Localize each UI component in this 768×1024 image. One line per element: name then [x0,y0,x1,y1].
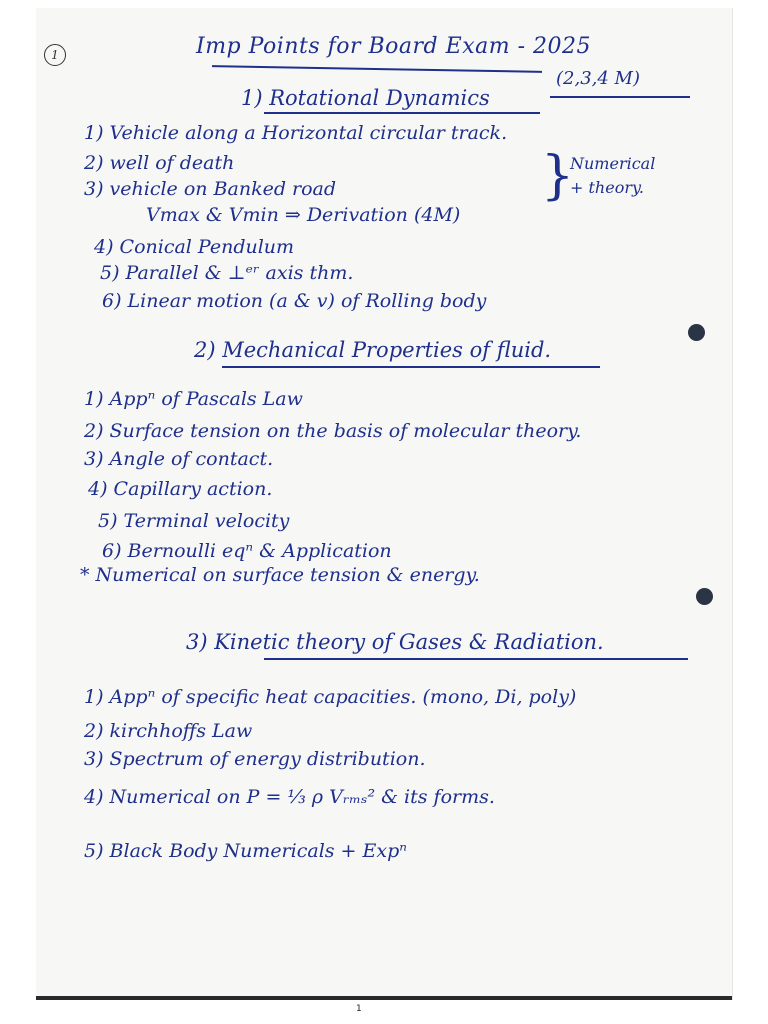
list-item: 4) Capillary action. [88,478,273,500]
list-item: 2) kirchhoffs Law [84,720,253,742]
list-item: 3) Angle of contact. [84,448,274,470]
list-item: 4) Conical Pendulum [94,236,295,258]
page-bottom-edge [36,996,732,1000]
page-title: Imp Points for Board Exam - 2025 [196,34,591,59]
binder-hole-dot [696,588,713,605]
notebook-page [36,8,733,1000]
list-item: 2) Surface tension on the basis of molecular theory. [84,420,582,442]
list-item: 3) Spectrum of energy distribution. [84,748,426,770]
list-item: 2) well of death [84,152,235,174]
list-item: 6) Bernoulli eqⁿ & Application [102,540,392,562]
section3-underline [264,658,688,660]
side-note: + theory. [570,178,644,197]
list-item: 1) Appⁿ of specific heat capacities. (mono, Di, poly) [84,686,577,708]
list-item: 1) Vehicle along a Horizontal circular track. [84,122,508,144]
list-item: Vmax & Vmin ⇒ Derivation (4M) [146,204,461,226]
list-item: 1) Appⁿ of Pascals Law [84,388,303,410]
binder-hole-dot [688,324,705,341]
footer-page-number: 1 [356,1004,362,1014]
section-heading-rotational-dynamics: 1) Rotational Dynamics [241,86,490,110]
list-item: 3) vehicle on Banked road [84,178,337,200]
title-underline [212,65,542,72]
curly-brace: } [541,146,575,206]
list-item: 5) Parallel & ⊥ᵉʳ axis thm. [100,262,354,284]
page-number-circle: 1 [44,44,66,66]
list-item: 5) Black Body Numericals + Expⁿ [84,840,407,862]
list-item: 5) Terminal velocity [98,510,290,532]
marks-underline [550,96,690,98]
section2-underline [222,366,600,368]
section-heading-kinetic-theory: 3) Kinetic theory of Gases & Radiation. [186,630,604,654]
section1-underline [264,112,540,114]
marks-note: (2,3,4 M) [556,68,640,89]
list-item: * Numerical on surface tension & energy. [80,564,480,586]
list-item: 6) Linear motion (a & v) of Rolling body [102,290,487,312]
section-heading-mechanical-properties: 2) Mechanical Properties of fluid. [194,338,552,362]
list-item: 4) Numerical on P = ⅓ ρ Vᵣₘₛ² & its forms. [84,786,495,808]
side-note: Numerical [570,154,656,173]
